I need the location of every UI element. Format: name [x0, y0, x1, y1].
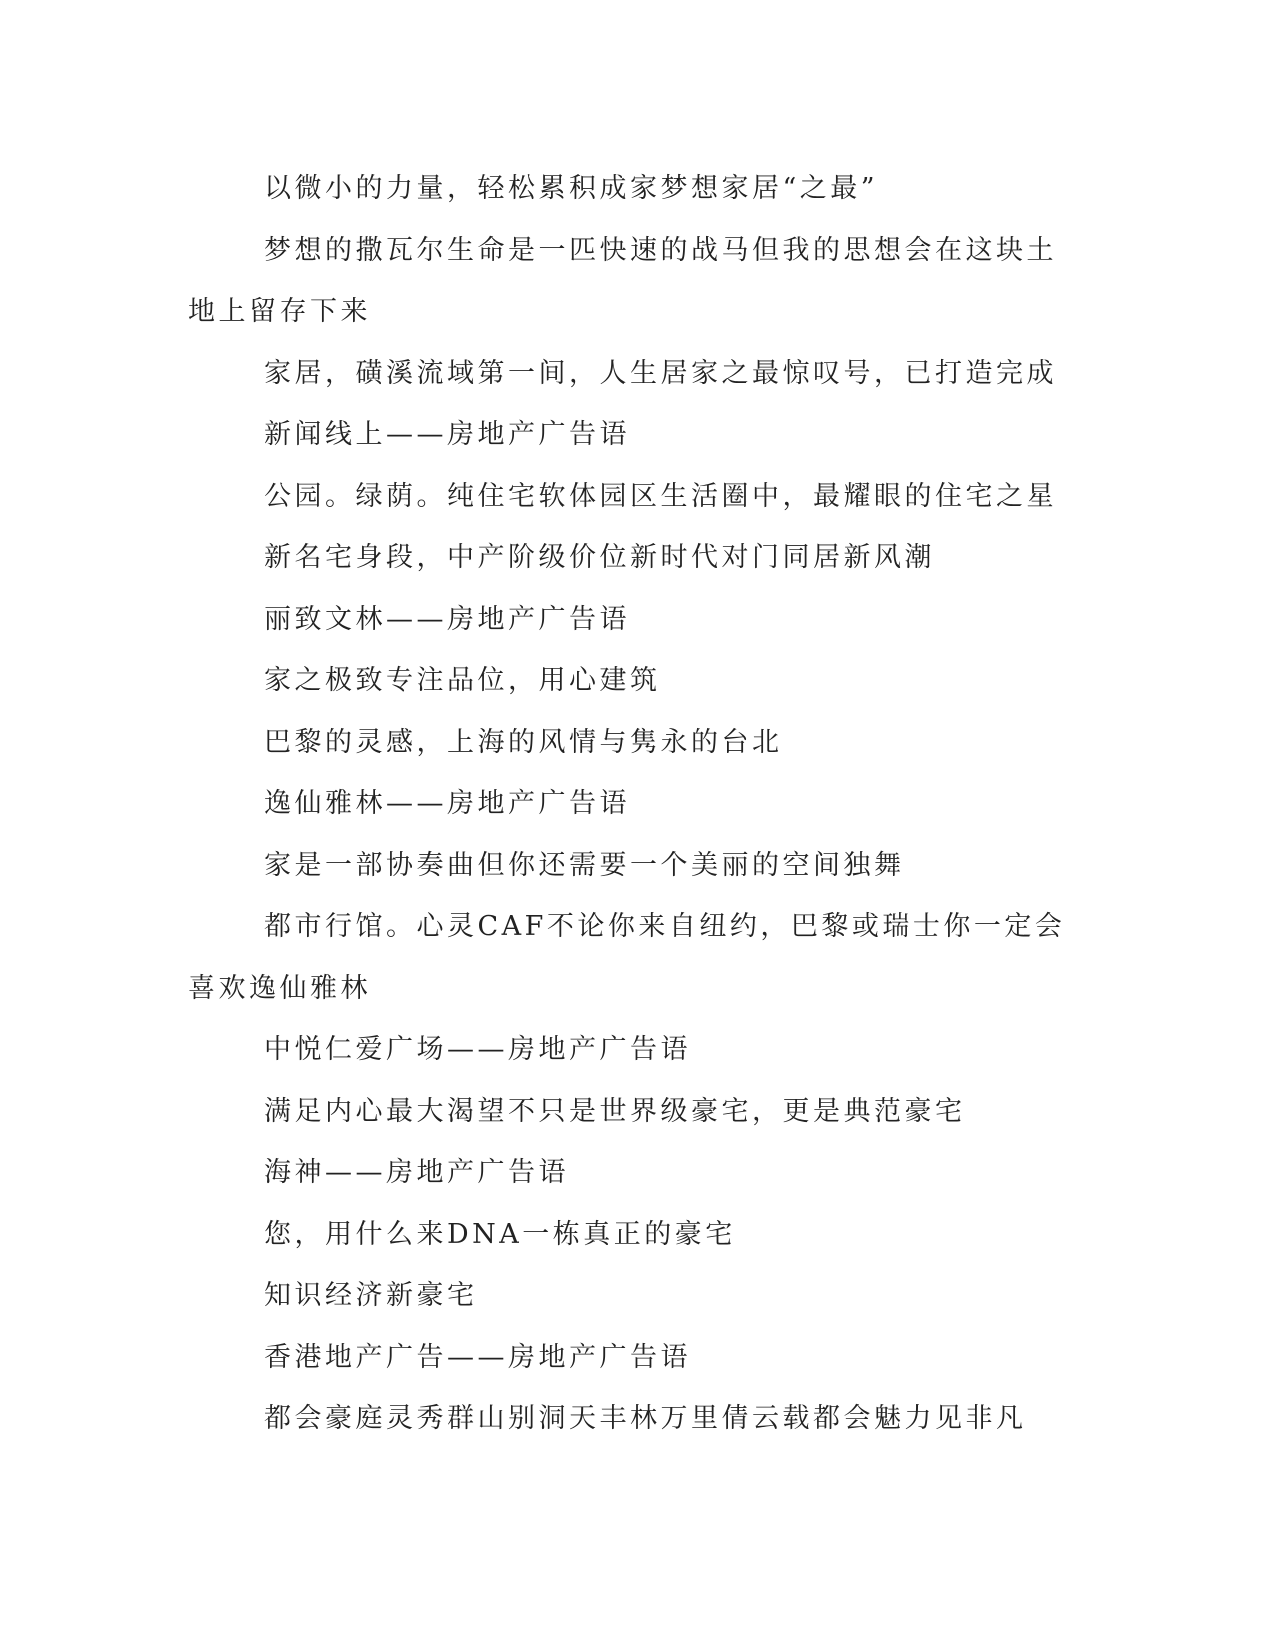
paragraph: 海神——房地产广告语 — [264, 1157, 569, 1188]
paragraph: 公园。绿荫。纯住宅软体园区生活圈中，最耀眼的住宅之星 — [264, 480, 1057, 512]
paragraph: 香港地产广告——房地产广告语 — [264, 1341, 691, 1373]
paragraph: 知识经济新豪宅 — [264, 1280, 478, 1311]
paragraph: 家是一部协奏曲但你还需要一个美丽的空间独舞 — [264, 849, 905, 881]
paragraph: 梦想的撒瓦尔生命是一匹快速的战马但我的思想会在这块土地上留存下来 — [188, 234, 1057, 327]
paragraph: 新名宅身段，中产阶级价位新时代对门同居新风潮 — [264, 542, 935, 573]
paragraph: 家之极致专注品位，用心建筑 — [264, 665, 661, 696]
paragraph: 您，用什么来DNA一栋真正的豪宅 — [264, 1218, 736, 1250]
paragraph: 都市行馆。心灵CAF不论你来自纽约，巴黎或瑞士你一定会喜欢逸仙雅林 — [188, 911, 1066, 1004]
paragraph: 满足内心最大渴望不只是世界级豪宅，更是典范豪宅 — [264, 1095, 966, 1127]
paragraph: 家居，磺溪流域第一间，人生居家之最惊叹号，已打造完成 — [264, 357, 1057, 389]
document-body — [188, 158, 1068, 1450]
paragraph: 中悦仁爱广场——房地产广告语 — [264, 1034, 691, 1065]
paragraph: 新闻线上——房地产广告语 — [264, 419, 630, 450]
paragraph: 都会豪庭灵秀群山别洞天丰林万里倩云载都会魅力见非凡 — [264, 1403, 1027, 1434]
paragraph: 以微小的力量，轻松累积成家梦想家居“之最” — [264, 173, 879, 204]
paragraph: 逸仙雅林——房地产广告语 — [264, 788, 630, 819]
paragraph: 丽致文林——房地产广告语 — [264, 603, 630, 635]
paragraph: 巴黎的灵感，上海的风情与隽永的台北 — [264, 726, 783, 758]
